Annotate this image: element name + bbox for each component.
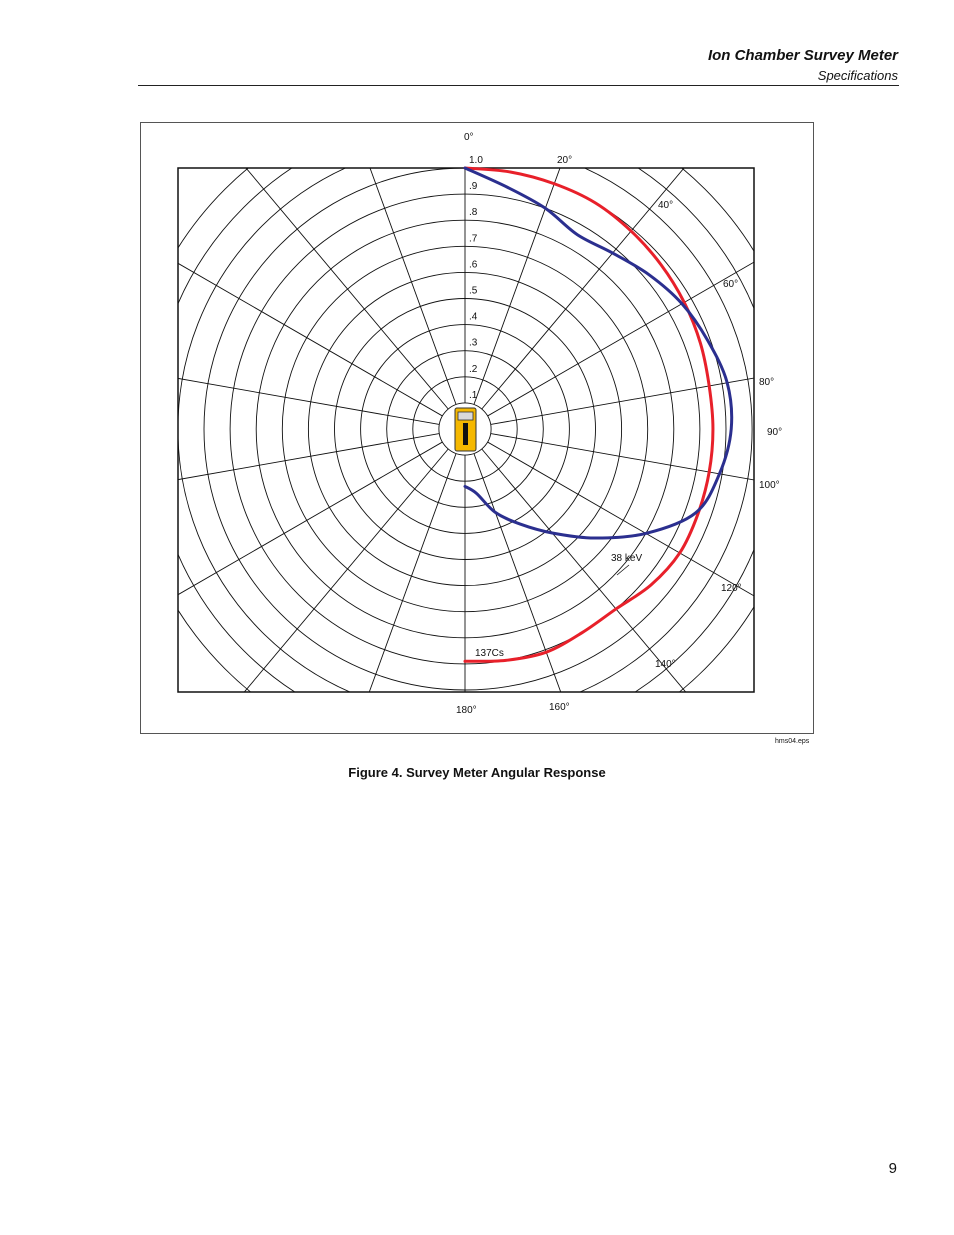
grid-spoke bbox=[491, 356, 813, 424]
angle-label-160: 160° bbox=[549, 702, 570, 713]
radial-tick-label: 1.0 bbox=[469, 155, 483, 166]
header-rule bbox=[138, 85, 899, 86]
angle-label-0: 0° bbox=[464, 132, 474, 143]
grid-spoke bbox=[474, 454, 608, 733]
page-number: 9 bbox=[888, 1160, 897, 1177]
radial-tick-label: .2 bbox=[469, 363, 478, 375]
grid-spoke bbox=[482, 123, 734, 409]
series-label-137cs: 137Cs bbox=[475, 648, 504, 659]
grid-spoke bbox=[322, 454, 456, 733]
grid-spoke bbox=[474, 123, 608, 404]
grid-spoke bbox=[141, 434, 439, 502]
grid-spoke bbox=[491, 434, 813, 502]
radial-tick-label: .5 bbox=[469, 285, 478, 297]
running-header-subtitle: Specifications bbox=[817, 68, 898, 83]
survey-meter-icon bbox=[455, 408, 476, 451]
figure-frame bbox=[140, 122, 814, 734]
series-line-kev38 bbox=[465, 168, 732, 538]
radial-tick-label: .6 bbox=[469, 259, 478, 271]
grid-spoke bbox=[482, 449, 734, 733]
angle-label-60: 60° bbox=[723, 279, 739, 290]
radial-tick-label: .7 bbox=[469, 233, 478, 245]
grid-spoke bbox=[141, 220, 442, 416]
angle-label-120: 120° bbox=[721, 583, 742, 594]
grid-spoke bbox=[197, 449, 449, 733]
angle-label-40: 40° bbox=[658, 200, 674, 211]
radial-tick-label: .9 bbox=[469, 181, 478, 193]
polar-chart bbox=[141, 123, 813, 733]
grid-spoke bbox=[141, 442, 442, 638]
angle-label-80: 80° bbox=[759, 377, 775, 388]
grid-spoke bbox=[197, 123, 449, 409]
angle-label-100: 100° bbox=[759, 480, 780, 491]
grid-spoke bbox=[488, 442, 813, 638]
radial-tick-label: .8 bbox=[469, 207, 478, 219]
figure-caption: Figure 4. Survey Meter Angular Response bbox=[348, 765, 606, 780]
running-header-title: Ion Chamber Survey Meter bbox=[707, 47, 898, 64]
angle-label-90: 90° bbox=[767, 427, 783, 438]
angle-label-140: 140° bbox=[655, 659, 676, 670]
figure-file-label: hms04.eps bbox=[775, 738, 810, 745]
radial-tick-label: .3 bbox=[469, 337, 478, 349]
series-label-38kev: 38 keV bbox=[611, 553, 643, 564]
angle-label-20: 20° bbox=[557, 155, 573, 166]
angle-label-180: 180° bbox=[456, 705, 477, 716]
radial-tick-label: .4 bbox=[469, 311, 478, 323]
grid-spoke bbox=[322, 123, 456, 404]
grid-spoke bbox=[141, 356, 439, 424]
radial-tick-label: .1 bbox=[469, 389, 478, 401]
